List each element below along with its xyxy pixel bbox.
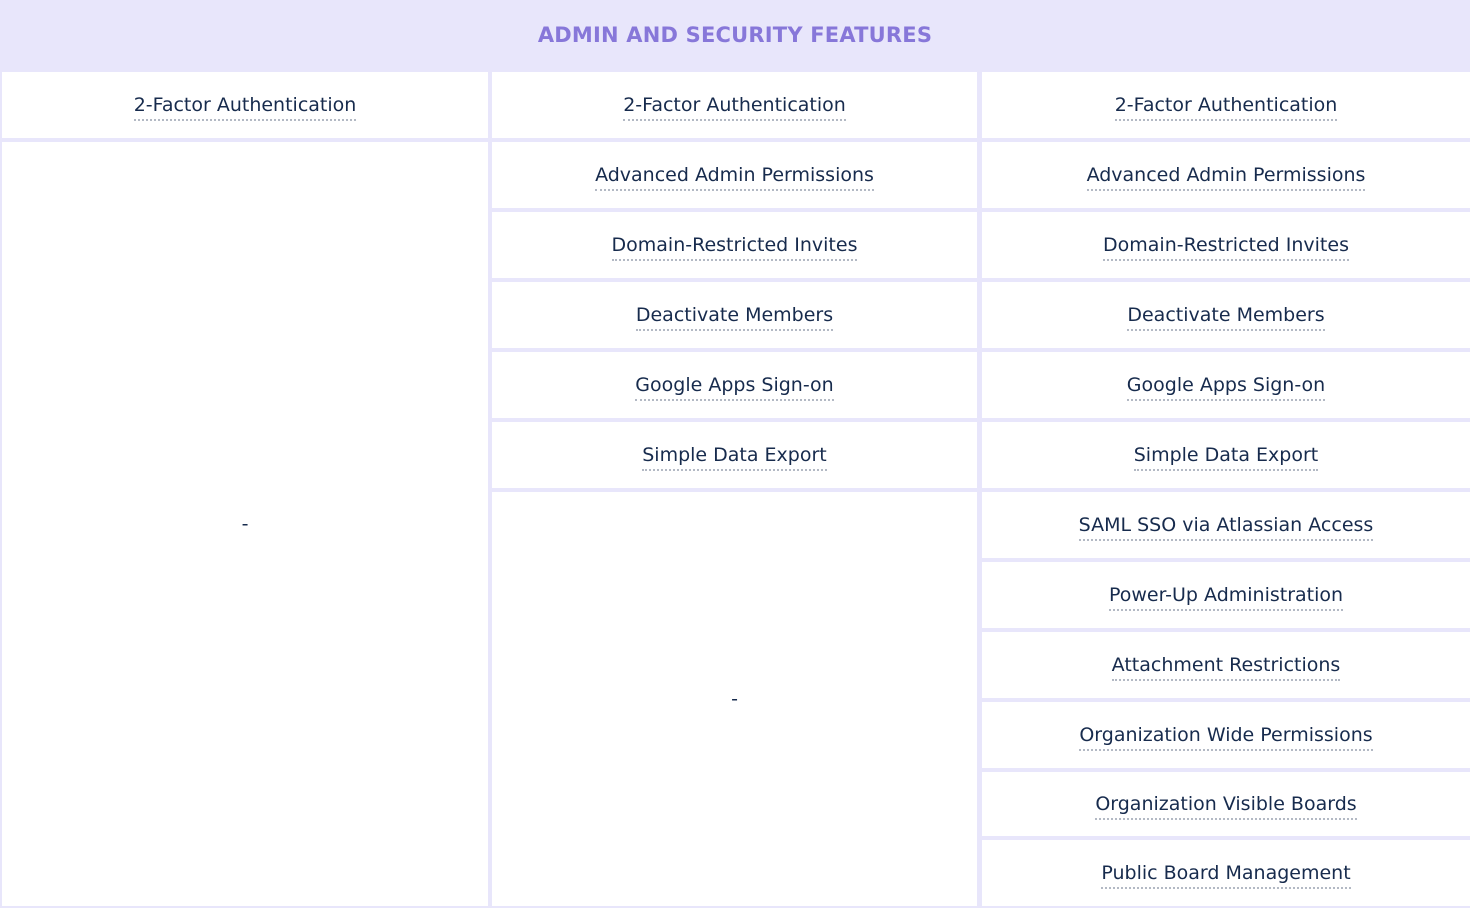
feature-cell [492, 282, 977, 348]
feature-cell [982, 352, 1470, 418]
feature-cell [492, 352, 977, 418]
feature-cell [982, 840, 1470, 906]
feature-cell [982, 282, 1470, 348]
feature-tooltip-google-apps-sign-on[interactable]: Google Apps Sign-on [635, 374, 833, 401]
feature-tooltip-attachment-restrictions[interactable]: Attachment Restrictions [1112, 654, 1341, 681]
feature-tooltip-simple-data-export[interactable]: Simple Data Export [1134, 444, 1319, 471]
empty-cell [492, 492, 977, 906]
feature-tooltip-2fa[interactable]: 2-Factor Authentication [623, 94, 846, 121]
feature-tooltip-simple-data-export[interactable]: Simple Data Export [642, 444, 827, 471]
feature-cell [982, 632, 1470, 698]
feature-tooltip-2fa[interactable]: 2-Factor Authentication [1115, 94, 1338, 121]
feature-cell [492, 72, 977, 138]
feature-cell [982, 772, 1470, 836]
feature-cell [982, 562, 1470, 628]
feature-cell [982, 422, 1470, 488]
feature-tooltip-power-up-administration[interactable]: Power-Up Administration [1109, 584, 1343, 611]
feature-tooltip-deactivate-members[interactable]: Deactivate Members [1127, 304, 1324, 331]
not-included-dash: - [731, 688, 738, 710]
feature-tooltip-saml-sso[interactable]: SAML SSO via Atlassian Access [1079, 514, 1374, 541]
feature-cell [982, 142, 1470, 208]
feature-cell [492, 142, 977, 208]
feature-cell [982, 492, 1470, 558]
feature-tooltip-2fa[interactable]: 2-Factor Authentication [134, 94, 357, 121]
feature-cell [982, 212, 1470, 278]
feature-tooltip-advanced-admin-permissions[interactable]: Advanced Admin Permissions [1087, 164, 1366, 191]
feature-tooltip-advanced-admin-permissions[interactable]: Advanced Admin Permissions [595, 164, 874, 191]
feature-tooltip-google-apps-sign-on[interactable]: Google Apps Sign-on [1127, 374, 1325, 401]
not-included-dash: - [241, 513, 249, 535]
feature-cell [2, 72, 488, 138]
section-header [0, 0, 1470, 70]
feature-tooltip-domain-restricted-invites[interactable]: Domain-Restricted Invites [612, 234, 858, 261]
feature-tooltip-organization-wide-permissions[interactable]: Organization Wide Permissions [1079, 724, 1372, 751]
feature-tooltip-organization-visible-boards[interactable]: Organization Visible Boards [1095, 793, 1356, 820]
feature-tooltip-deactivate-members[interactable]: Deactivate Members [636, 304, 833, 331]
feature-cell [982, 72, 1470, 138]
feature-cell [492, 212, 977, 278]
empty-cell [2, 142, 488, 906]
feature-tooltip-domain-restricted-invites[interactable]: Domain-Restricted Invites [1103, 234, 1349, 261]
feature-cell [492, 422, 977, 488]
feature-cell [982, 702, 1470, 768]
feature-tooltip-public-board-management[interactable]: Public Board Management [1101, 862, 1350, 889]
section-title: ADMIN AND SECURITY FEATURES [537, 23, 933, 47]
